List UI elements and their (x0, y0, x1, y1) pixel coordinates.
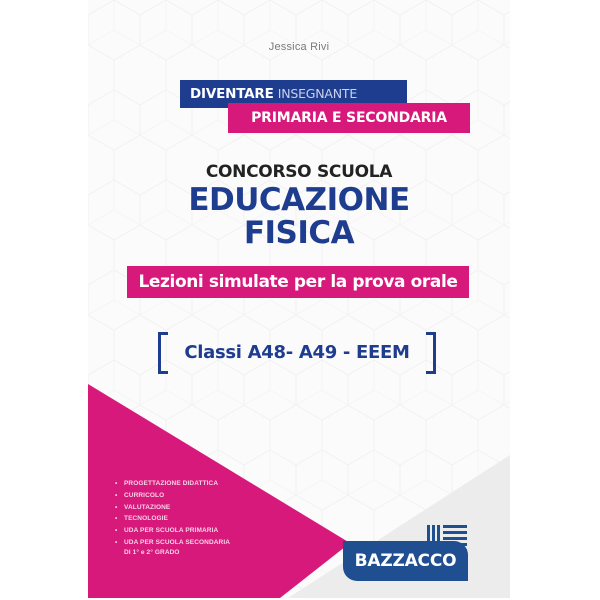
topic-item: • CURRICOLO (115, 491, 230, 502)
series-label-strong: DIVENTARE (190, 86, 274, 102)
series-band-pink: PRIMARIA E SECONDARIA (228, 103, 470, 133)
topic-item: • UDA PER SCUOLA PRIMARIA (115, 526, 230, 537)
title-line-1: EDUCAZIONE (188, 182, 410, 218)
publisher-name: BAZZACCO (343, 541, 468, 581)
series-label-light: INSEGNANTE (277, 86, 358, 101)
bullet-icon: • (115, 538, 118, 546)
publisher-logo (343, 525, 473, 585)
topics-list (115, 479, 230, 560)
author-name: Jessica Rivi (268, 41, 330, 53)
exam-kicker: CONCORSO SCUOLA (205, 162, 393, 182)
class-codes (158, 332, 436, 374)
topic-item: • PROGETTAZIONE DIDATTICA (115, 479, 230, 490)
topic-item: • VALUTAZIONE (115, 503, 230, 514)
left-bracket-icon (158, 332, 168, 374)
book-cover (88, 0, 510, 598)
bullet-icon: • (115, 527, 118, 535)
class-codes-text: Classi A48- A49 - EEEM (184, 342, 410, 363)
bullet-icon: • (115, 503, 118, 511)
subtitle-band: Lezioni simulate per la prova orale (127, 266, 469, 298)
bullet-icon: • (115, 480, 118, 487)
title-line-2: FISICA (243, 215, 355, 251)
book-title (88, 184, 510, 250)
topic-item: • TECNOLOGIE (115, 514, 230, 525)
right-bracket-icon (426, 332, 436, 374)
bullet-icon: • (115, 491, 118, 499)
topic-item: • UDA PER SCUOLA SECONDARIA DI 1° e 2° GRADO (115, 538, 231, 557)
bullet-icon: • (115, 515, 118, 523)
